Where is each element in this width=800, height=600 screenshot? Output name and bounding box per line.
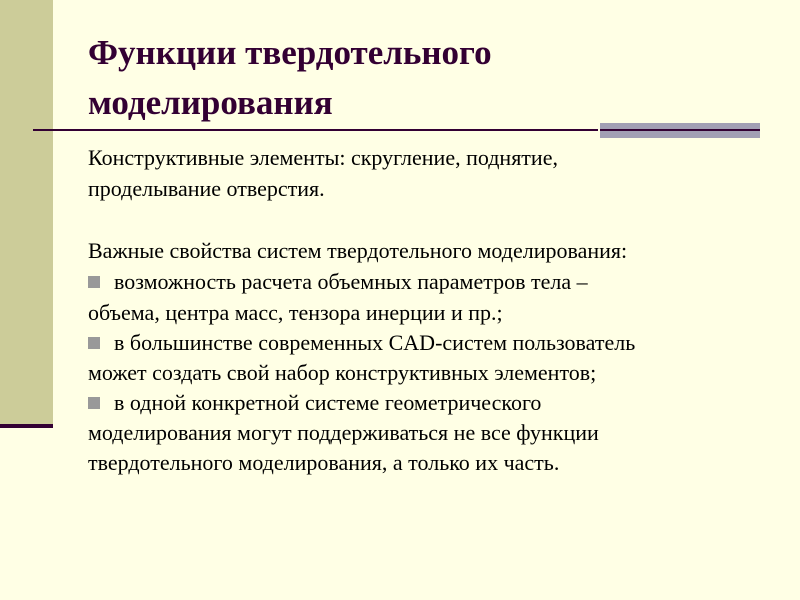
bullet-3-line-2: моделирования могут поддерживаться не все функции [88,420,599,445]
bullet-3-line-3: твердотельного моделирования, а только их часть. [88,450,560,475]
slide-body [88,142,778,478]
bullet-3-line-1: в одной конкретной системе геометрического [114,390,542,415]
title-accent-bar-line [600,129,760,131]
bullet-item-1 [88,266,778,328]
bullet-2-line-2: может создать свой набор конструктивных элементов; [88,360,597,385]
square-bullet-icon [88,397,100,409]
title-underline [33,129,598,131]
square-bullet-icon [88,276,100,288]
bullet-1-line-1: возможность расчета объемных параметров тела – [114,269,588,294]
slide-title [88,28,748,128]
title-line-2: моделирования [88,83,333,122]
properties-heading: Важные свойства систем твердотельного моделирования: [88,238,628,263]
intro-line-1: Конструктивные элементы: скругление, поднятие, [88,145,558,170]
paragraph-gap [88,204,778,235]
bullet-item-2 [88,328,778,388]
title-line-1: Функции твердотельного [88,33,492,72]
left-decorative-band [0,0,53,424]
bullet-1-line-2: объема, центра масс, тензора инерции и пр.; [88,300,503,325]
square-bullet-icon [88,337,100,349]
left-band-rule [0,424,53,428]
intro-line-2: проделывание отверстия. [88,176,325,201]
bullet-item-3 [88,388,778,478]
bullet-2-line-1: в большинстве современных CAD-систем пользователь [114,330,636,355]
